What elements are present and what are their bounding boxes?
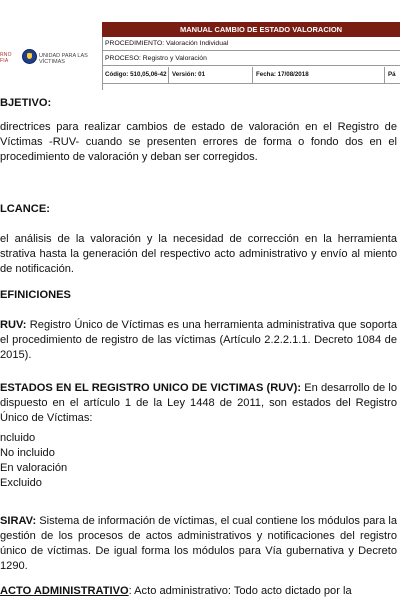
acto-definition <box>0 584 397 599</box>
coat-of-arms-icon <box>22 49 37 64</box>
alcance-heading: LCANCE: <box>0 203 50 215</box>
divider <box>252 67 253 83</box>
list-item: ncluido <box>0 432 36 444</box>
version-field: Versión: 01 <box>172 71 206 78</box>
ruv-definition <box>0 318 397 363</box>
pagina-field: Pá <box>388 71 396 78</box>
document-header <box>0 0 400 92</box>
logo-cell <box>0 22 103 90</box>
fecha-field: Fecha: 17/08/2018 <box>256 71 309 78</box>
sirav-term: SIRAV: <box>0 515 37 527</box>
ruv-term: RUV: <box>0 319 27 331</box>
list-item: Excluido <box>0 477 42 489</box>
objetivo-heading: BJETIVO: <box>0 97 52 109</box>
list-item: No incluido <box>0 447 55 459</box>
ruv-text: Registro Único de Víctimas es una herramienta administrativa que soporta el procedimiento de registro de las víctimas (Artículo 2.2.2.1.1. Decreto 1084 de 2015). <box>0 319 397 361</box>
meta-row <box>102 67 400 84</box>
sirav-definition <box>0 514 397 574</box>
codigo-field: Código: 510,05,06-42 <box>105 71 167 78</box>
estados-term: ESTADOS EN EL REGISTRO UNICO DE VICTIMAS (RUV): <box>0 382 302 394</box>
divider <box>168 67 169 83</box>
logo-text-left: RNO FIA <box>0 52 12 64</box>
estados-list <box>0 431 67 491</box>
objetivo-text: directrices para realizar cambios de estado de valoración en el Registro de Víctimas -RUV- cuando se presenten errores de forma o fondo dos en el procedimiento de valoración y deban ser corregidos. <box>0 121 397 163</box>
alcance-text: el análisis de la valoración y la necesidad de corrección en la herramienta strativa hasta la generación del respectivo acto administrativo y envío al miento de notificación. <box>0 233 397 275</box>
proceso-row: PROCESO: Registro y Valoración <box>102 52 400 66</box>
estados-text: En desarrollo de lo dispuesto en el artículo 1 de la Ley 1448 de 2011, son estados del Registro Único de Víctimas: <box>0 382 397 424</box>
definiciones-heading: EFINICIONES <box>0 289 71 301</box>
divider <box>384 67 385 83</box>
document-title: MANUAL CAMBIO DE ESTADO VALORACION <box>102 22 400 37</box>
list-item: En valoración <box>0 462 68 474</box>
acto-text: : Acto administrativo: Todo acto dictado por la <box>128 585 352 597</box>
estados-definition <box>0 381 397 426</box>
acto-term: ACTO ADMINISTRATIVO <box>0 585 129 597</box>
logo-text-right: UNIDAD PARA LAS VÍCTIMAS <box>39 53 88 65</box>
procedimiento-row: PROCEDIMIENTO: Valoración Individual <box>102 37 400 51</box>
sirav-text: Sistema de información de víctimas, el cual contiene los módulos para la gestión de los procesos de actos administrativos y notificaciones del registro único de víctimas. De igual forma los módulos para Vía gubernativa y Decreto 1290. <box>0 515 397 572</box>
